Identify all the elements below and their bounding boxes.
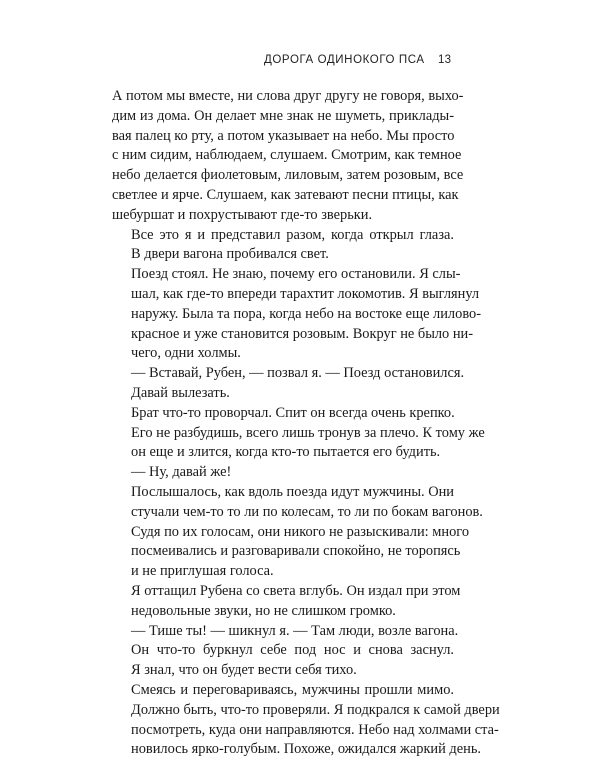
text-line: Смеясь и переговариваясь, мужчины прошли мимо. bbox=[131, 681, 454, 698]
text-line: небо делается фиолетовым, лиловым, затем розовым, все bbox=[112, 167, 464, 184]
paragraph bbox=[112, 622, 459, 642]
text-line: посмеивались и разговаривали спокойно, не торопясь bbox=[131, 543, 461, 560]
text-line: наружу. Была та пора, когда небо на востоке еще лилово- bbox=[131, 305, 481, 322]
text-line: вая палец ко рту, а потом указывает на небо. Мы просто bbox=[112, 127, 455, 144]
text-line: с ним сидим, наблюдаем, слушаем. Смотрим, как темное bbox=[112, 147, 462, 164]
paragraph bbox=[112, 226, 454, 266]
text-line: светлее и ярче. Слушаем, как затевают песни птицы, как bbox=[112, 186, 459, 203]
paragraph bbox=[112, 265, 481, 364]
text-line: — Ну, давай же! bbox=[131, 464, 232, 481]
paragraph bbox=[112, 404, 485, 463]
text-line: В двери вагона пробивался свет. bbox=[131, 246, 329, 263]
text-line: стучали чем-то то ли по колесам, то ли по бокам вагонов. bbox=[131, 503, 483, 520]
running-title: ДОРОГА ОДИНОКОГО ПСА bbox=[264, 54, 425, 66]
paragraph bbox=[112, 364, 465, 404]
text-line: Послышалось, как вдоль поезда идут мужчины. Они bbox=[131, 483, 454, 500]
text-line: посмотреть, куда они направляются. Небо над холмами ста- bbox=[131, 721, 499, 738]
text-line: недовольные звуки, но не слишком громко. bbox=[131, 602, 396, 619]
text-line: Он что-то буркнул себе под нос и снова заснул. bbox=[131, 642, 454, 659]
text-line: Я оттащил Рубена со света вглубь. Он издал при этом bbox=[131, 582, 461, 599]
paragraph bbox=[112, 483, 483, 582]
text-line: шебуршат и похрустывают где-то зверьки. bbox=[112, 206, 373, 223]
text-line: Его не разбудишь, всего лишь тронув за плечо. К тому же bbox=[131, 424, 485, 441]
text-line: шал, как где-то впереди тарахтит локомотив. Я выглянул bbox=[131, 285, 480, 302]
text-line: — Тише ты! — шикнул я. — Там люди, возле вагона. bbox=[131, 622, 459, 639]
text-line: Давай вылезать. bbox=[131, 384, 230, 401]
text-line: А потом мы вместе, ни слова друг другу не говоря, выхо- bbox=[112, 88, 464, 104]
text-line: красное и уже становится розовым. Вокруг не было ни- bbox=[131, 325, 474, 342]
text-line: он еще и злится, когда кто-то пытается его будить. bbox=[131, 444, 441, 461]
text-line: Должно быть, что-то проверяли. Я подкрался к самой двери bbox=[131, 701, 500, 718]
text-line: Поезд стоял. Не знаю, почему его остановили. Я слы- bbox=[131, 266, 461, 283]
text-line: дим из дома. Он делает мне знак не шуметь, приклады- bbox=[112, 107, 454, 124]
text-line: и не приглушая голоса. bbox=[131, 563, 274, 580]
page-number: 13 bbox=[438, 54, 452, 66]
text-line: чего, одни холмы. bbox=[131, 345, 241, 362]
paragraph bbox=[112, 681, 500, 760]
paragraph bbox=[112, 641, 454, 681]
paragraph bbox=[112, 582, 461, 622]
text-line: Все это я и представил разом, когда открыл глаза. bbox=[131, 226, 454, 243]
text-line: Судя по их голосам, они никого не разыскивали: много bbox=[131, 523, 470, 540]
paragraph bbox=[112, 463, 454, 483]
text-line: — Вставай, Рубен, — позвал я. — Поезд остановился. bbox=[131, 365, 465, 382]
paragraph bbox=[112, 87, 464, 226]
text-line: Брат что-то проворчал. Спит он всегда очень крепко. bbox=[131, 404, 455, 421]
text-line: новилось ярко-голубым. Похоже, ожидался жаркий день. bbox=[131, 741, 482, 758]
body-text bbox=[112, 87, 500, 760]
text-line: Я знал, что он будет вести себя тихо. bbox=[131, 662, 357, 679]
